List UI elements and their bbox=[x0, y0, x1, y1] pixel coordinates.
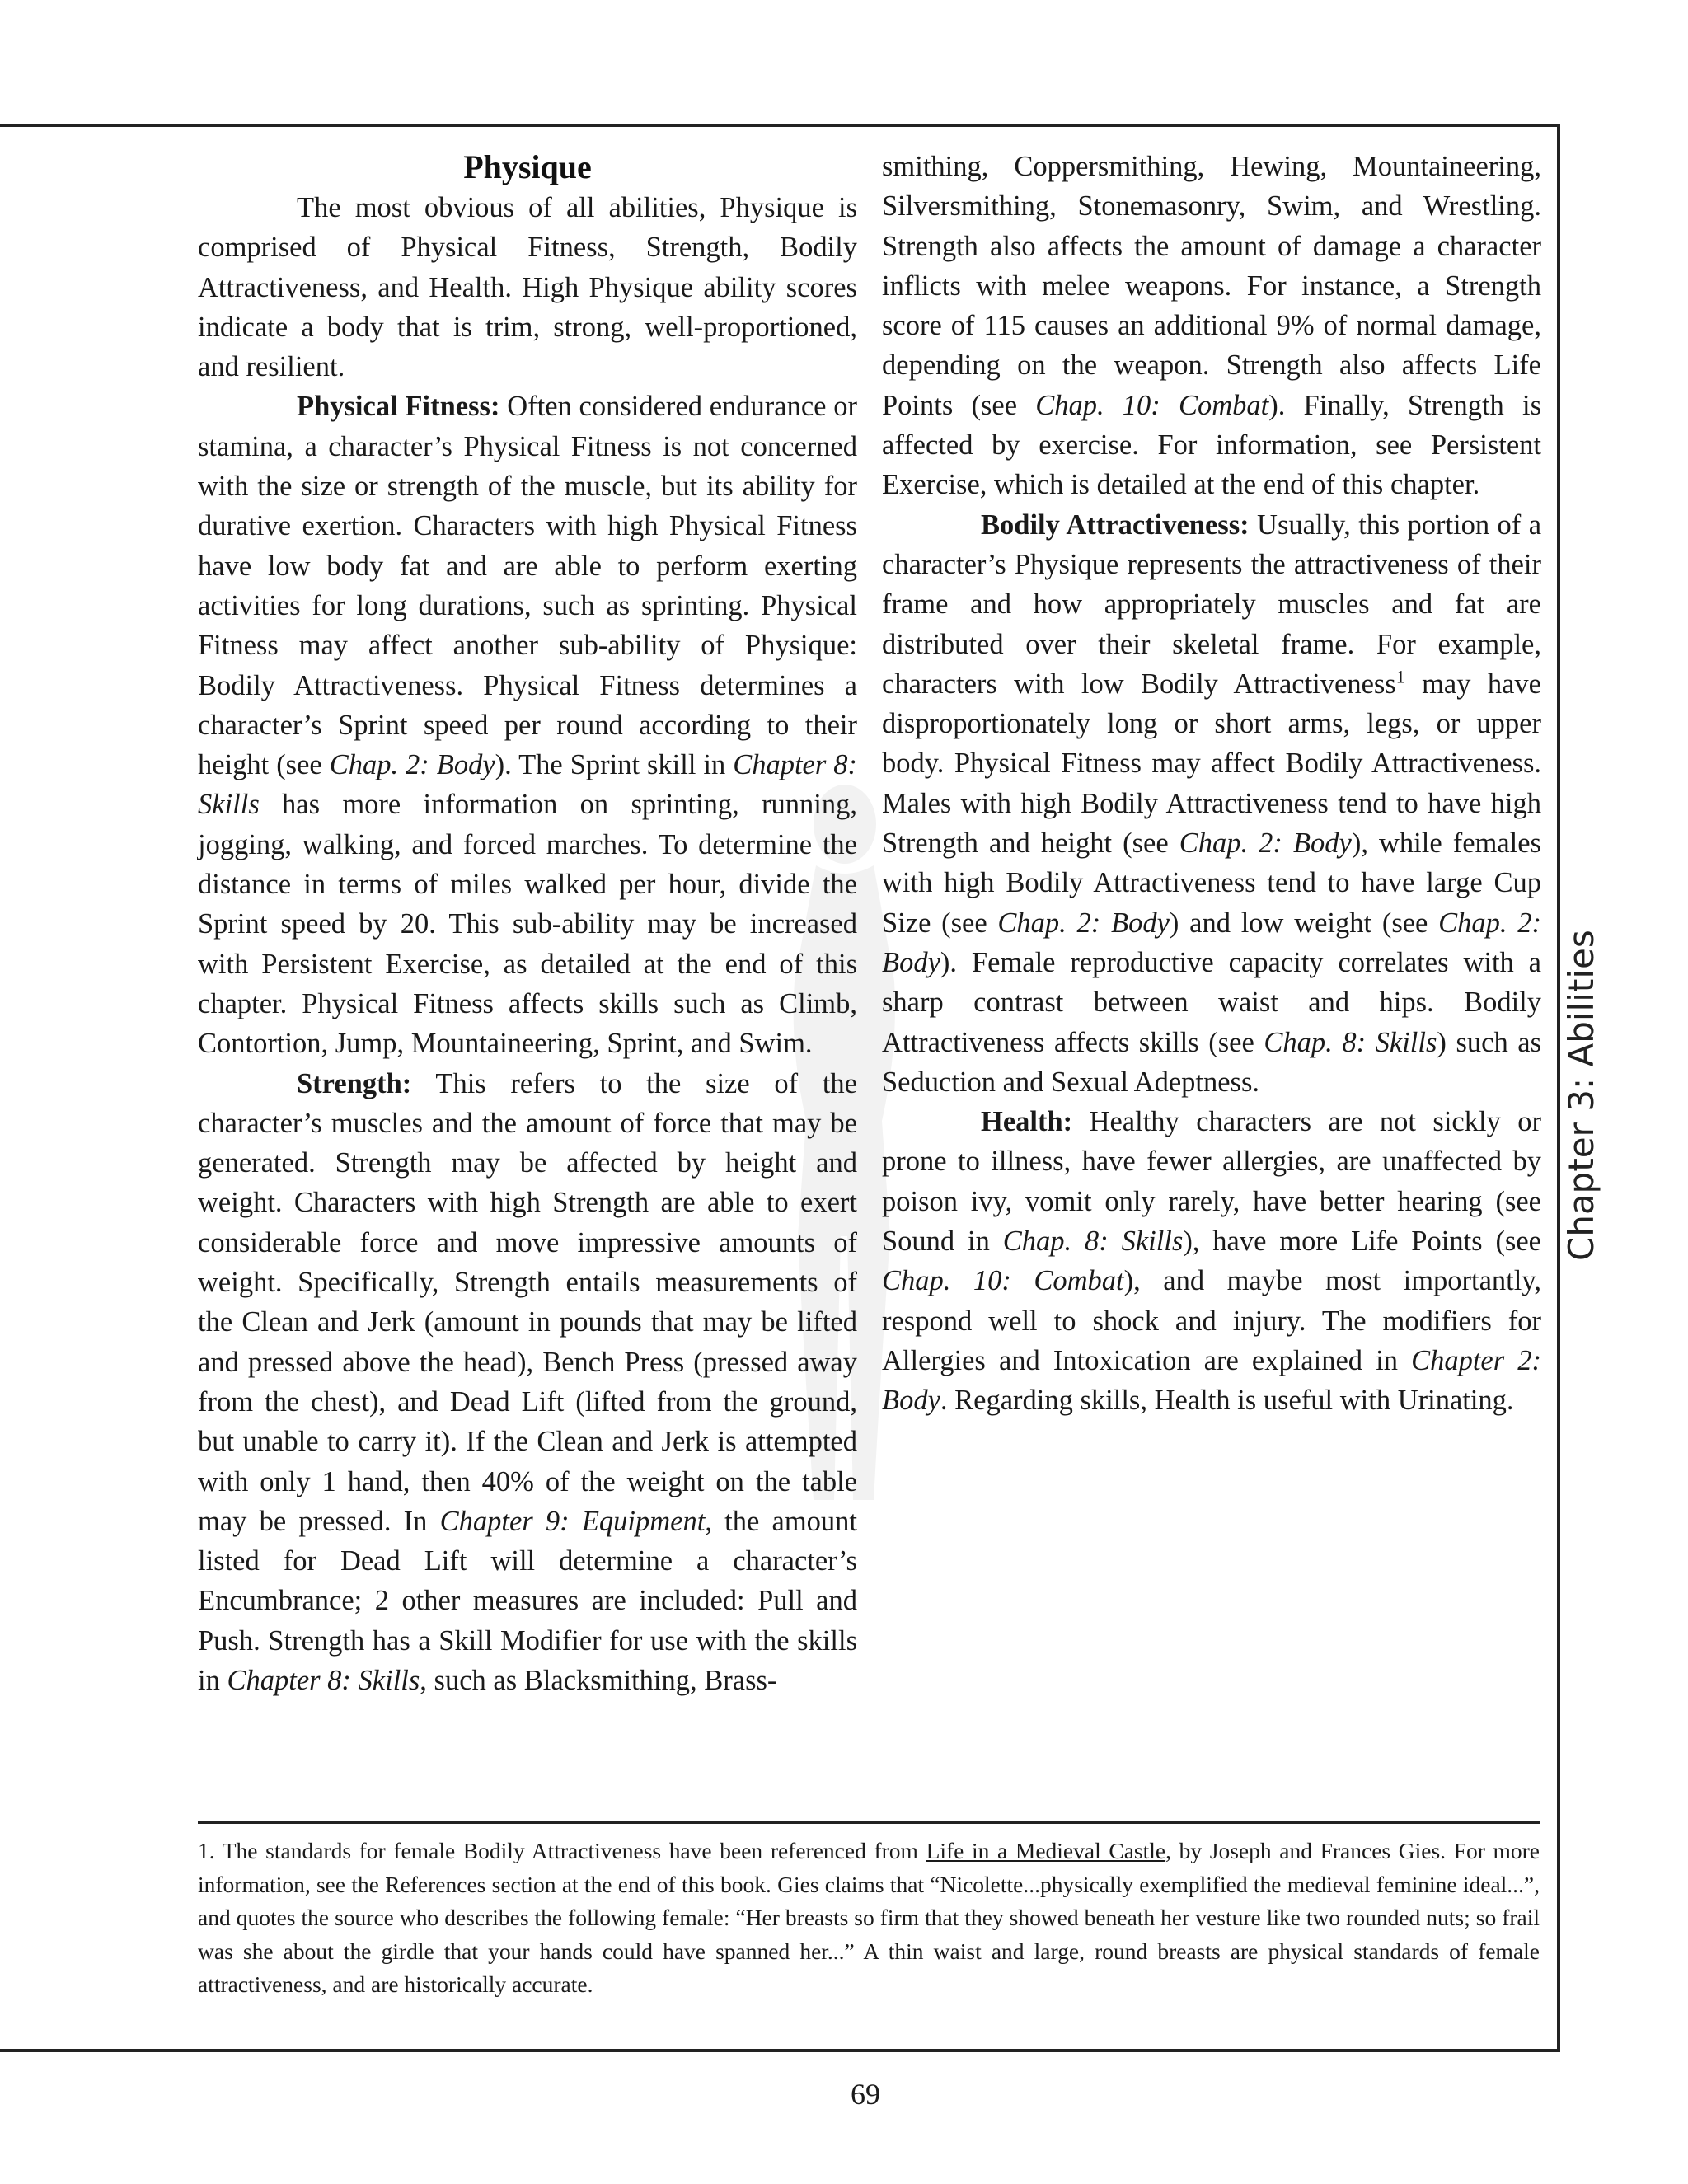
cross-reference: Chap. 8: Skills bbox=[1002, 1226, 1184, 1258]
strength-continued-paragraph: smithing, Coppersmithing, Hewing, Mountaineering, Silversmithing, Stonemasonry, Swim, and Wrestling. Strength also affects the amount of damage a character inflicts with melee weapons. For instance, a Strength score of 115 causes an additional 9% of normal damage, depending on the weapon. Strength also affects Life Points (see Chap. 10: Combat). Finally, Strength is affected by exercise. For information, see Persistent Exercise, which is detailed at the end of this chapter. bbox=[882, 151, 1542, 501]
cross-reference: Chapter 2: Body bbox=[882, 1344, 1541, 1417]
physical-fitness-label: Physical Fitness: bbox=[297, 391, 500, 423]
cross-reference: Chap. 10: Combat bbox=[882, 1265, 1124, 1297]
left-column bbox=[198, 147, 857, 1700]
right-column bbox=[882, 147, 1541, 1421]
intro-paragraph: The most obvious of all abilities, Physique is comprised of Physical Fitness, Strength, Bodily Attractiveness, and Health. High Physique ability scores indicate a body that is trim, strong, well-proportioned, and resilient. bbox=[198, 192, 857, 383]
cross-reference: Chap. 2: Body bbox=[329, 749, 495, 781]
cross-reference: Chapter 9: Equipment bbox=[439, 1505, 706, 1537]
cross-reference: Chap. 8: Skills bbox=[1264, 1026, 1437, 1058]
strength-paragraph: Strength: This refers to the size of the character’s muscles and the amount of force that may be generated. Strength may be affected by height and weight. Characters with high Strength are able to exert considerable force and move impressive amounts of weight. Specifically, Strength entails measurements of the Clean and Jerk (amount in pounds that may be lifted and pressed above the head), Bench Press (pressed away from the chest), and Dead Lift (lifted from the ground, but unable to carry it). If the Clean and Jerk is attempted with only 1 hand, then 40% of the weight on the table may be pressed. In Chapter 9: Equipment, the amount listed for Dead Lift will determine a character’s Encumbrance; 2 other measures are included: Pull and Push. Strength has a Skill Modifier for use with the skills in Chapter 8: Skills, such as Blacksmithing, Brass- bbox=[198, 1067, 858, 1696]
cross-reference: Chapter 8: Skills bbox=[198, 749, 857, 821]
cross-reference: Chap. 2: Body bbox=[1179, 827, 1352, 860]
chapter-side-tab: Chapter 3: Abilities bbox=[1561, 930, 1601, 1261]
book-title: Life in a Medieval Castle bbox=[926, 1838, 1166, 1863]
strength-label: Strength: bbox=[297, 1067, 412, 1099]
physical-fitness-paragraph: Physical Fitness: Often considered endurance or stamina, a character’s Physical Fitness is not concerned with the size or strength of the muscle, but its ability for durative exertion. Characters with high Physical Fitness have low body fat and are able to perform exerting activities for long durations, such as sprinting. Physical Fitness may affect another sub-ability of Physique: Bodily Attractiveness. Physical Fitness determines a character’s Sprint speed per round according to their height (see Chap. 2: Body). The Sprint skill in Chapter 8: Skills has more information on sprinting, running, jogging, walking, and forced marches. To determine the distance in terms of miles walked per hour, divide the Sprint speed by 20. This sub-ability may be increased with Persistent Exercise, as detailed at the end of this chapter. Physical Fitness affects skills such as Climb, Contortion, Jump, Mountaineering, Sprint, and Swim. bbox=[198, 391, 857, 1060]
health-paragraph: Health: Healthy characters are not sickly or prone to illness, have fewer allergies, are unaffected by poison ivy, vomit only rarely, have better hearing (see Sound in Chap. 8: Skills), have more Life Points (see Chap. 10: Combat), and maybe most importantly, respond well to shock and injury. The modifiers for Allergies and Intoxication are explained in Chapter 2: Body. Regarding skills, Health is useful with Urinating. bbox=[882, 1106, 1541, 1417]
health-label: Health: bbox=[981, 1106, 1073, 1138]
cross-reference: Chap. 10: Combat bbox=[1035, 389, 1269, 421]
section-heading: Physique bbox=[463, 148, 592, 185]
footnote-marker: 1 bbox=[1395, 666, 1405, 687]
footnote bbox=[198, 1835, 1540, 2002]
cross-reference: Chap. 2: Body bbox=[997, 907, 1170, 939]
footnote-text: 1. The standards for female Bodily Attractiveness have been referenced from Life in a Medieval Castle, by Joseph and Frances Gies. For more information, see the References section at the end of this book. Gies claims that “Nicolette...physically exemplified the medieval feminine ideal...”, and quotes the source who describes the following female: “Her breasts so firm that they showed beneath her vesture like two rounded nuts; so frail was she about the girdle that your hands could have spanned her...” A thin waist and large, round breasts are physical standards of female attractiveness, and are historically accurate. bbox=[198, 1838, 1540, 1997]
cross-reference: Chapter 8: Skills bbox=[227, 1664, 420, 1696]
footnote-divider bbox=[198, 1821, 1540, 1824]
bodily-attractiveness-paragraph: Bodily Attractiveness: Usually, this portion of a character’s Physique represents the attractiveness of their frame and how appropriately muscles and fat are distributed over their skeletal frame. For example, characters with low Bodily Attractiveness$^1$ may have disproportionately long or short arms, legs, or upper body. Physical Fitness may affect Bodily Attractiveness. Males with high Bodily Attractiveness tend to have high Strength and height (see Chap. 2: Body), while females with high Bodily Attractiveness tend to have large Cup Size (see Chap. 2: Body) and low weight (see Chap. 2: Body). Female reproductive capacity correlates with a sharp contrast between waist and hips. Bodily Attractiveness affects skills (see Chap. 8: Skills) such as Seduction and Sexual Adeptness. bbox=[882, 509, 1542, 1098]
cross-reference: Chap. 2: Body bbox=[882, 907, 1541, 978]
page-number: 69 bbox=[851, 2078, 880, 2111]
bodily-attractiveness-label: Bodily Attractiveness: bbox=[981, 509, 1250, 541]
